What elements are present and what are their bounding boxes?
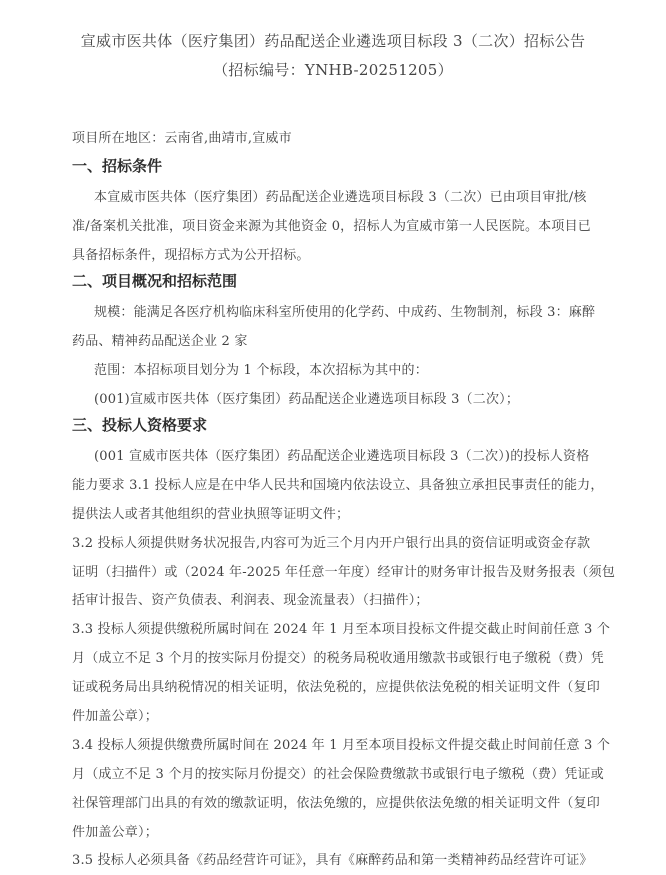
- paragraph-line: 3.2 投标人须提供财务状况报告,内容可为近三个月内开户银行出具的资信证明或资金存款: [72, 536, 591, 551]
- paragraph-line: 3.4 投标人须提供缴费所属时间在 2024 年 1 月至本项目投标文件提交截止时间前任意 3 个: [72, 738, 611, 753]
- paragraph-line: 月（成立不足 3 个月的按实际月份提交）的税务局税收通用缴款书或银行电子缴税（费）凭: [72, 651, 604, 666]
- paragraph-line: 规模：能满足各医疗机构临床科室所使用的化学药、中成药、生物制剂，标段 3：麻醉: [94, 305, 596, 320]
- paragraph-line: 证明（扫描件）或（2024 年-2025 年任意一年度）经审计的财务审计报告及财务报表（须包: [72, 565, 616, 580]
- paragraph-line: (001)宣威市医共体（医疗集团）药品配送企业遴选项目标段 3（二次）；: [94, 392, 520, 407]
- paragraph-line: 件加盖公章）；: [72, 709, 158, 724]
- section-heading-bidder-qualifications: 三、投标人资格要求: [72, 416, 208, 434]
- section-heading-project-overview: 二、项目概况和招标范围: [72, 272, 238, 290]
- paragraph-line: 社保管理部门出具的有效的缴款证明，依法免缴的，应提供依法免缴的相关证明文件（复印: [72, 796, 601, 811]
- paragraph-line: 3.3 投标人须提供缴税所属时间在 2024 年 1 月至本项目投标文件提交截止时间前任意 3 个: [72, 622, 611, 637]
- paragraph-line: 3.5 投标人必须具备《药品经营许可证》，具有《麻醉药品和第一类精神药品经营许可证》: [72, 853, 593, 868]
- paragraph-line: 能力要求 3.1 投标人应是在中华人民共和国境内依法设立、具备独立承担民事责任的能力，: [72, 478, 604, 493]
- paragraph-line: 范围：本招标项目划分为 1 个标段，本次招标为其中的：: [94, 363, 428, 378]
- paragraph-line: 证或税务局出具纳税情况的相关证明，依法免税的，应提供依法免税的相关证明文件（复印: [72, 680, 601, 695]
- paragraph-line: 本宣威市医共体（医疗集团）药品配送企业遴选项目标段 3（二次）已由项目审批/核: [94, 190, 587, 205]
- paragraph-line: 具备招标条件，现招标方式为公开招标。: [72, 248, 310, 263]
- project-location: 项目所在地区：云南省,曲靖市,宣威市: [72, 131, 292, 146]
- section-heading-tender-conditions: 一、招标条件: [72, 157, 163, 175]
- paragraph-line: (001 宣威市医共体（医疗集团）药品配送企业遴选项目标段 3（二次）)的投标人资格: [94, 449, 590, 464]
- paragraph-line: 药品、精神药品配送企业 2 家: [72, 334, 248, 349]
- paragraph-line: 件加盖公章）；: [72, 825, 158, 840]
- paragraph-line: 提供法人或者其他组织的营业执照等证明文件；: [72, 507, 350, 522]
- paragraph-line: 月（成立不足 3 个月的按实际月份提交）的社会保险费缴款书或银行电子缴税（费）凭证或: [72, 767, 604, 782]
- document-title: 宣威市医共体（医疗集团）药品配送企业遴选项目标段 3（二次）招标公告: [80, 32, 586, 50]
- paragraph-line: 括审计报告、资产负债表、利润表、现金流量表）（扫描件）；: [72, 593, 429, 608]
- tender-number: （招标编号：YNHB-20251205）: [213, 61, 453, 79]
- paragraph-line: 准/备案机关批准，项目资金来源为其他资金 0，招标人为宣威市第一人民医院。本项目已: [72, 219, 591, 234]
